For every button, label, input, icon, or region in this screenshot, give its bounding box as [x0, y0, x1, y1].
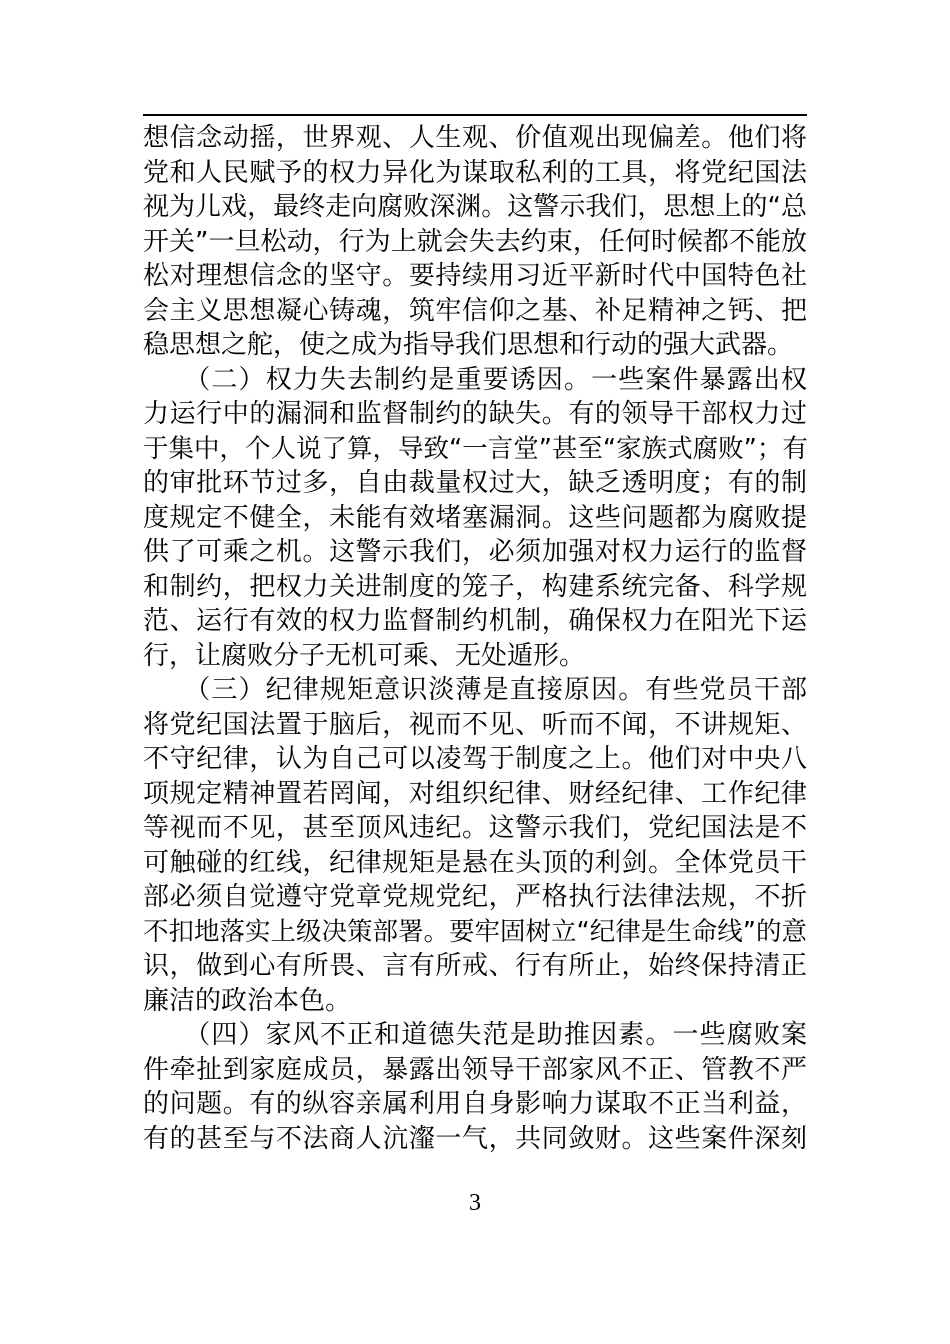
text-line: 和制约，把权力关进制度的笼子，构建系统完备、科学规 [143, 571, 807, 602]
text-line: 可触碰的红线，纪律规矩是悬在头顶的利剑。全体党员干 [143, 847, 807, 878]
header-rule [143, 114, 807, 116]
text-line: 的审批环节过多，自由裁量权过大，缺乏透明度；有的制 [143, 468, 807, 498]
text-line: 不扣地落实上级决策部署。要牢固树立“纪律是生命线”的意 [143, 916, 807, 947]
text-line: 开关”一旦松动，行为上就会失去约束，任何时候都不能放 [143, 226, 807, 257]
text-line: 行，让腐败分子无机可乘、无处遁形。 [143, 640, 586, 671]
text-line: 不守纪律，认为自己可以凌驾于制度之上。他们对中央八 [143, 744, 807, 774]
text-line: （三）纪律规矩意识淡薄是直接原因。有些党员干部 [143, 675, 807, 705]
text-line: 稳思想之舵，使之成为指导我们思想和行动的强大武器。 [143, 330, 794, 360]
page-number: 3 [469, 1190, 481, 1216]
text-line: 有的甚至与不法商人沆瀣一气，共同敛财。这些案件深刻 [143, 1123, 807, 1154]
text-line: 等视而不见，甚至顶风违纪。这警示我们，党纪国法是不 [143, 813, 807, 843]
text-line: 识，做到心有所畏、言有所戒、行有所止，始终保持清正 [143, 951, 807, 981]
text-line: 将党纪国法置于脑后，视而不见、听而不闻，不讲规矩、 [143, 709, 807, 740]
text-line: 松对理想信念的坚守。要持续用习近平新时代中国特色社 [143, 261, 807, 291]
text-line: 会主义思想凝心铸魂，筑牢信仰之基、补足精神之钙、把 [143, 295, 807, 326]
text-line: 于集中，个人说了算，导致“一言堂”甚至“家族式腐败”；有 [143, 433, 808, 464]
text-line: （二）权力失去制约是重要诱因。一些案件暴露出权 [143, 364, 807, 395]
text-line: （四）家风不正和道德失范是助推因素。一些腐败案 [143, 1020, 807, 1050]
text-line: 项规定精神置若罔闻，对组织纪律、财经纪律、工作纪律 [143, 778, 807, 809]
text-line: 部必须自觉遵守党章党规党纪，严格执行法律法规，不折 [143, 882, 807, 912]
text-line: 的问题。有的纵容亲属利用自身影响力谋取不正当利益， [143, 1089, 807, 1119]
text-line: 供了可乘之机。这警示我们，必须加强对权力运行的监督 [143, 537, 807, 567]
text-line: 廉洁的政治本色。 [143, 985, 352, 1016]
text-line: 视为儿戏，最终走向腐败深渊。这警示我们，思想上的“总 [143, 192, 807, 222]
body-text [143, 121, 807, 1156]
text-line: 度规定不健全，未能有效堵塞漏洞。这些问题都为腐败提 [143, 502, 807, 533]
text-line: 范、运行有效的权力监督制约机制，确保权力在阳光下运 [143, 606, 807, 636]
text-line: 党和人民赋予的权力异化为谋取私利的工具，将党纪国法 [143, 157, 807, 188]
text-line: 想信念动摇，世界观、人生观、价值观出现偏差。他们将 [143, 123, 807, 153]
text-line: 件牵扯到家庭成员，暴露出领导干部家风不正、管教不严 [143, 1054, 807, 1085]
text-line: 力运行中的漏洞和监督制约的缺失。有的领导干部权力过 [143, 399, 807, 429]
